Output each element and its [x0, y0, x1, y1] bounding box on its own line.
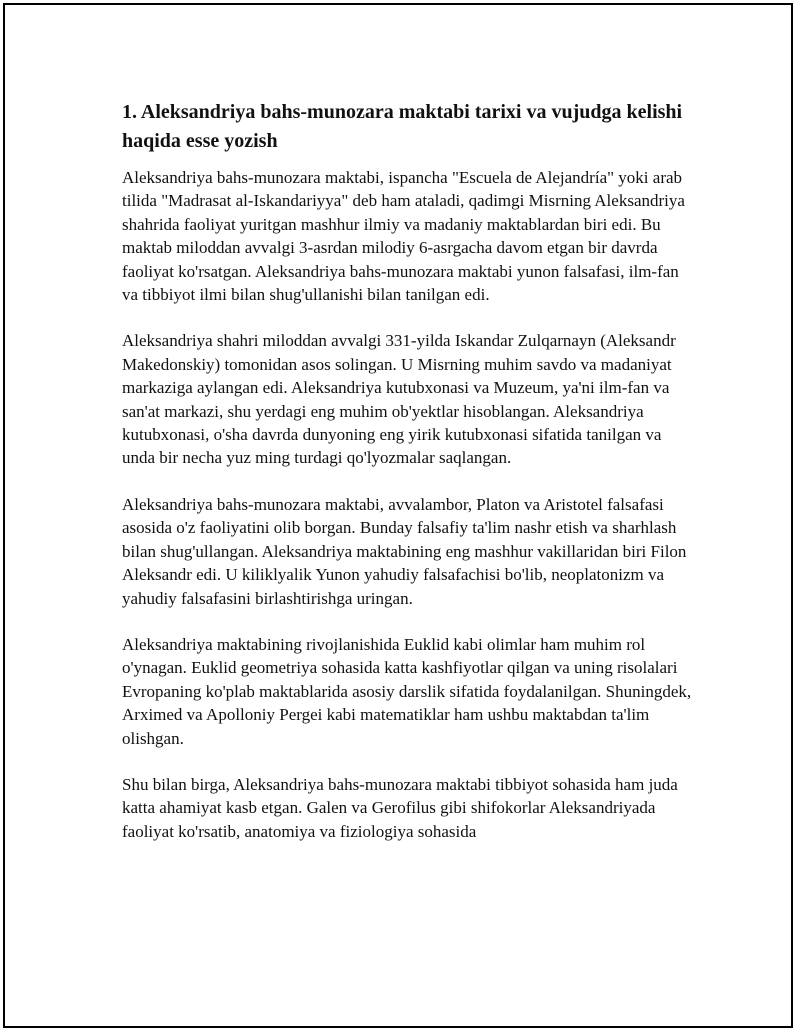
- document-body: [122, 98, 697, 866]
- paragraph-4: Aleksandriya maktabining rivojlanishida Euklid kabi olimlar ham muhim rol o'ynagan. Euklid geometriya sohasida katta kashfiyotlar qilgan va uning risolalari Evropaning ko'plab maktablarida asosiy darslik sifatida foydalanilgan. Shuningdek, Arximed va Apolloniy Pergei kabi matematiklar ham ushbu maktabdan ta'lim olishgan.: [122, 634, 692, 748]
- paragraph-2: Aleksandriya shahri miloddan avvalgi 331-yilda Iskandar Zulqarnayn (Aleksandr Makedonskiy) tomonidan asos solingan. U Misrning muhim savdo va madaniyat markaziga aylangan edi. Aleksandriya kutubxonasi va Muzeum, ya'ni ilm-fan va san'at markazi, shu yerdagi eng muhim ob'yektlar hisoblangan. Aleksandriya kutubxonasi, o'sha davrda dunyoning eng yirik kutubxonasi sifatida tanilgan va unda bir necha yuz ming turdagi qo'lyozmalar saqlangan.: [122, 331, 676, 468]
- paragraph-3: Aleksandriya bahs-munozara maktabi, avvalambor, Platon va Aristotel falsafasi asosida o'z faoliyatini olib borgan. Bunday falsafiy ta'lim nashr etish va sharhlash bilan shug'ullangan. Aleksandriya maktabining eng mashhur vakillaridan biri Filon Aleksandr edi. U kiliklyalik Yunon yahudiy falsafachisi bo'lib, neoplatonizm va yahudiy falsafasini birlashtirishga uringan.: [122, 494, 687, 608]
- paragraph-5: Shu bilan birga, Aleksandriya bahs-munozara maktabi tibbiyot sohasida ham juda katta ahamiyat kasb etgan. Galen va Gerofilus gibi shifokorlar Aleksandriyada faoliyat ko'rsatib, anatomiya va fiziologiya sohasida: [122, 774, 678, 841]
- document-title: 1. Aleksandriya bahs-munozara maktabi tarixi va vujudga kelishi haqida esse yozish: [122, 101, 683, 152]
- paragraph-1: Aleksandriya bahs-munozara maktabi, ispancha "Escuela de Alejandría" yoki arab tilida "Madrasat al-Iskandariyya" deb ham ataladi, qadimgi Misrning Aleksandriya shahrida faoliyat yuritgan mashhur ilmiy va madaniy maktablardan biri edi. Bu maktab miloddan avvalgi 3-asrdan milodiy 6-asrgacha davom etgan bir davrda faoliyat ko'rsatgan. Aleksandriya bahs-munozara maktabi yunon falsafasi, ilm-fan va tibbiyot ilmi bilan shug'ullanishi bilan tanilgan edi.: [122, 168, 685, 305]
- page-frame: [3, 3, 793, 1028]
